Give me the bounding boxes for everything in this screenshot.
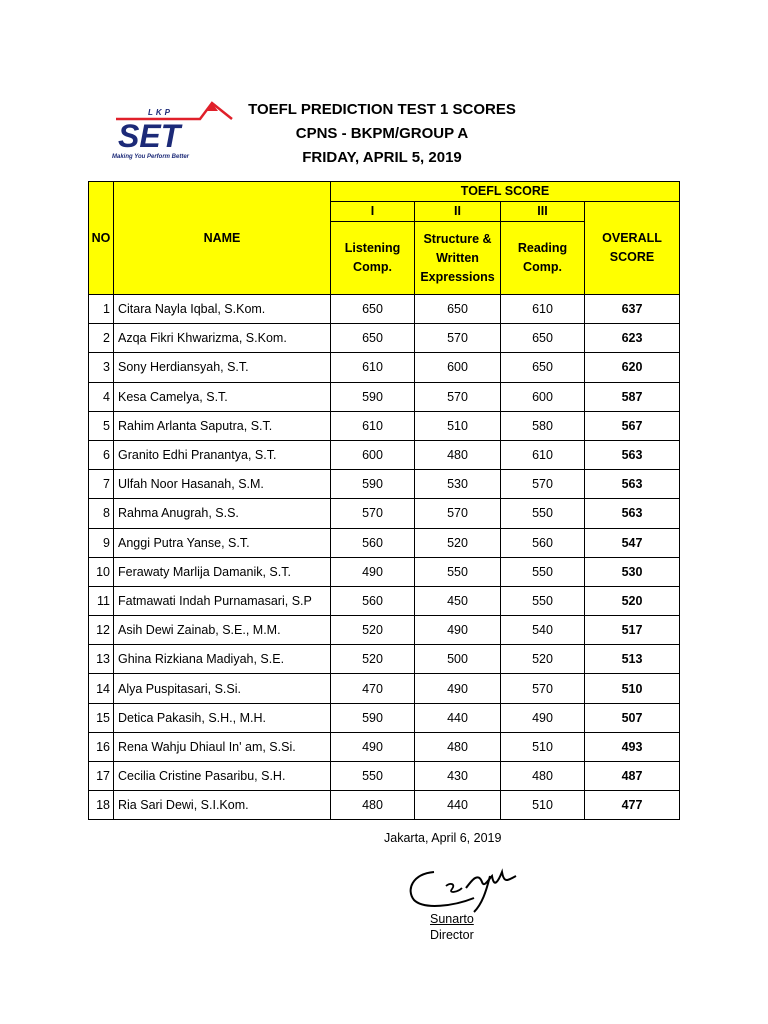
overall-score: 520	[585, 586, 680, 615]
structure-score: 500	[415, 645, 501, 674]
listening-score: 590	[331, 470, 415, 499]
overall-score: 563	[585, 440, 680, 469]
student-name: Ria Sari Dewi, S.I.Kom.	[114, 791, 331, 820]
overall-score: 510	[585, 674, 680, 703]
student-name: Anggi Putra Yanse, S.T.	[114, 528, 331, 557]
logo-tagline: Making You Perform Better	[112, 154, 190, 160]
row-number: 1	[89, 295, 114, 324]
student-name: Ghina Rizkiana Madiyah, S.E.	[114, 645, 331, 674]
header-no: NO	[89, 182, 114, 295]
header-overall-score: OVERALL SCORE	[585, 202, 680, 295]
structure-score: 550	[415, 557, 501, 586]
table-row	[89, 440, 680, 469]
table-row	[89, 499, 680, 528]
row-number: 15	[89, 703, 114, 732]
listening-score: 550	[331, 762, 415, 791]
student-name: Azqa Fikri Khwarizma, S.Kom.	[114, 324, 331, 353]
overall-score: 507	[585, 703, 680, 732]
student-name: Citara Nayla Iqbal, S.Kom.	[114, 295, 331, 324]
student-name: Fatmawati Indah Purnamasari, S.P	[114, 586, 331, 615]
overall-score: 587	[585, 382, 680, 411]
row-number: 13	[89, 645, 114, 674]
table-row	[89, 470, 680, 499]
header-section-2-number: II	[415, 202, 501, 222]
reading-score: 550	[501, 586, 585, 615]
table-row	[89, 616, 680, 645]
student-name: Granito Edhi Pranantya, S.T.	[114, 440, 331, 469]
overall-score: 547	[585, 528, 680, 557]
listening-score: 520	[331, 645, 415, 674]
table-row	[89, 674, 680, 703]
reading-score: 550	[501, 557, 585, 586]
structure-score: 570	[415, 382, 501, 411]
row-number: 3	[89, 353, 114, 382]
signature	[404, 858, 522, 916]
listening-score: 520	[331, 616, 415, 645]
table-row	[89, 411, 680, 440]
overall-score: 620	[585, 353, 680, 382]
student-name: Kesa Camelya, S.T.	[114, 382, 331, 411]
row-number: 17	[89, 762, 114, 791]
signature-graphic	[404, 858, 522, 916]
reading-score: 510	[501, 732, 585, 761]
lkp-set-logo	[108, 97, 236, 165]
overall-score: 623	[585, 324, 680, 353]
student-name: Ulfah Noor Hasanah, S.M.	[114, 470, 331, 499]
table-row	[89, 557, 680, 586]
document-title	[232, 98, 532, 170]
overall-score: 530	[585, 557, 680, 586]
listening-score: 650	[331, 324, 415, 353]
structure-score: 430	[415, 762, 501, 791]
scores-table	[88, 181, 680, 820]
reading-score: 650	[501, 353, 585, 382]
row-number: 7	[89, 470, 114, 499]
student-name: Cecilia Cristine Pasaribu, S.H.	[114, 762, 331, 791]
reading-score: 650	[501, 324, 585, 353]
student-name: Alya Puspitasari, S.Si.	[114, 674, 331, 703]
reading-score: 570	[501, 470, 585, 499]
listening-score: 610	[331, 411, 415, 440]
place-date: Jakarta, April 6, 2019	[384, 831, 502, 845]
reading-score: 580	[501, 411, 585, 440]
reading-score: 540	[501, 616, 585, 645]
header-toefl-score: TOEFL SCORE	[331, 182, 680, 202]
student-name: Detica Pakasih, S.H., M.H.	[114, 703, 331, 732]
student-name: Ferawaty Marlija Damanik, S.T.	[114, 557, 331, 586]
reading-score: 560	[501, 528, 585, 557]
structure-score: 570	[415, 499, 501, 528]
header-name: NAME	[114, 182, 331, 295]
table-row	[89, 586, 680, 615]
table-row	[89, 324, 680, 353]
table-row	[89, 703, 680, 732]
student-name: Sony Herdiansyah, S.T.	[114, 353, 331, 382]
structure-score: 480	[415, 440, 501, 469]
table-row	[89, 791, 680, 820]
listening-score: 610	[331, 353, 415, 382]
structure-score: 450	[415, 586, 501, 615]
reading-score: 510	[501, 791, 585, 820]
table-row	[89, 353, 680, 382]
row-number: 12	[89, 616, 114, 645]
title-line-2: CPNS - BKPM/GROUP A	[295, 125, 469, 142]
listening-score: 650	[331, 295, 415, 324]
overall-score: 477	[585, 791, 680, 820]
header-section-1-number: I	[331, 202, 415, 222]
row-number: 9	[89, 528, 114, 557]
student-name: Rena Wahju Dhiaul In' am, S.Si.	[114, 732, 331, 761]
row-number: 5	[89, 411, 114, 440]
listening-score: 480	[331, 791, 415, 820]
student-name: Rahma Anugrah, S.S.	[114, 499, 331, 528]
structure-score: 490	[415, 616, 501, 645]
structure-score: 440	[415, 703, 501, 732]
structure-score: 600	[415, 353, 501, 382]
table-row	[89, 732, 680, 761]
overall-score: 487	[585, 762, 680, 791]
row-number: 11	[89, 586, 114, 615]
listening-score: 570	[331, 499, 415, 528]
row-number: 14	[89, 674, 114, 703]
reading-score: 490	[501, 703, 585, 732]
signer-title: Director	[430, 928, 474, 942]
listening-score: 470	[331, 674, 415, 703]
listening-score: 560	[331, 586, 415, 615]
structure-score: 490	[415, 674, 501, 703]
overall-score: 637	[585, 295, 680, 324]
reading-score: 600	[501, 382, 585, 411]
overall-score: 567	[585, 411, 680, 440]
structure-score: 440	[415, 791, 501, 820]
reading-score: 610	[501, 440, 585, 469]
table-row	[89, 528, 680, 557]
score-rows	[89, 295, 680, 820]
row-number: 6	[89, 440, 114, 469]
reading-score: 550	[501, 499, 585, 528]
logo-brand: SET	[118, 118, 181, 154]
listening-score: 490	[331, 732, 415, 761]
structure-score: 520	[415, 528, 501, 557]
table-row	[89, 645, 680, 674]
structure-score: 530	[415, 470, 501, 499]
row-number: 8	[89, 499, 114, 528]
title-line-3: FRIDAY, APRIL 5, 2019	[302, 149, 462, 166]
row-number: 4	[89, 382, 114, 411]
overall-score: 493	[585, 732, 680, 761]
overall-score: 513	[585, 645, 680, 674]
overall-score: 517	[585, 616, 680, 645]
listening-score: 490	[331, 557, 415, 586]
title-line-1: TOEFL PREDICTION TEST 1 SCORES	[248, 101, 516, 118]
row-number: 16	[89, 732, 114, 761]
logo-graphic	[108, 97, 236, 165]
table-row	[89, 762, 680, 791]
student-name: Rahim Arlanta Saputra, S.T.	[114, 411, 331, 440]
row-number: 2	[89, 324, 114, 353]
header-reading: Reading Comp.	[501, 222, 585, 295]
reading-score: 480	[501, 762, 585, 791]
row-number: 18	[89, 791, 114, 820]
signer-block	[430, 911, 474, 943]
reading-score: 570	[501, 674, 585, 703]
table-row	[89, 295, 680, 324]
reading-score: 520	[501, 645, 585, 674]
signer-name: Sunarto	[430, 912, 474, 926]
structure-score: 650	[415, 295, 501, 324]
header-structure: Structure & Written Expressions	[415, 222, 501, 295]
listening-score: 590	[331, 382, 415, 411]
header-listening: Listening Comp.	[331, 222, 415, 295]
listening-score: 560	[331, 528, 415, 557]
student-name: Asih Dewi Zainab, S.E., M.M.	[114, 616, 331, 645]
reading-score: 610	[501, 295, 585, 324]
structure-score: 510	[415, 411, 501, 440]
row-number: 10	[89, 557, 114, 586]
logo-small-text: LKP	[148, 108, 173, 117]
listening-score: 600	[331, 440, 415, 469]
structure-score: 570	[415, 324, 501, 353]
structure-score: 480	[415, 732, 501, 761]
table-row	[89, 382, 680, 411]
header-section-3-number: III	[501, 202, 585, 222]
overall-score: 563	[585, 499, 680, 528]
listening-score: 590	[331, 703, 415, 732]
overall-score: 563	[585, 470, 680, 499]
